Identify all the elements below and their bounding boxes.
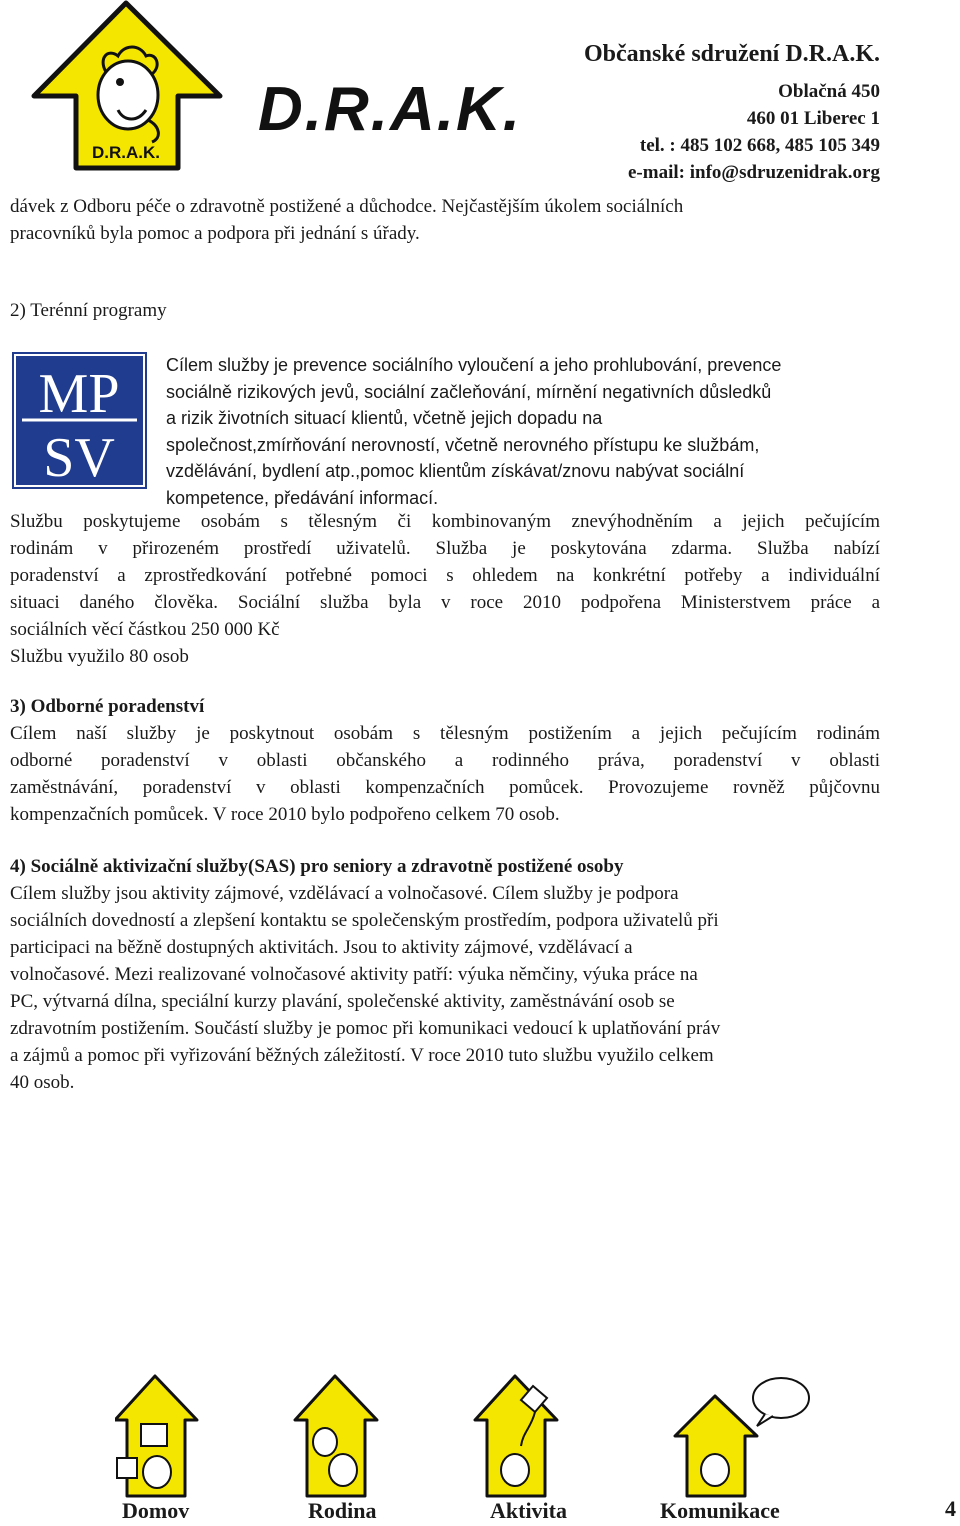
body-line: kompenzačních pomůcek. V roce 2010 bylo podpořeno celkem 70 osob. <box>10 804 560 825</box>
body-line: odborné poradenství v oblasti občanského a rodinného práva, poradenství v oblasti <box>10 750 880 771</box>
mpsv-logo <box>10 350 149 491</box>
section3-body <box>10 720 880 828</box>
section2-body <box>10 508 880 670</box>
phone: tel. : 485 102 668, 485 105 349 <box>639 135 880 156</box>
section2-goal <box>166 352 896 511</box>
section3-heading: 3) Odborné poradenství <box>10 696 205 717</box>
email: e-mail: info@sdruzenidrak.org <box>628 162 880 183</box>
footer-nav-family: Rodina <box>308 1498 377 1523</box>
body-line: 40 osob. <box>10 1072 75 1093</box>
org-name: Občanské sdružení D.R.A.K. <box>583 41 880 67</box>
page-number: 4 <box>945 1496 956 1521</box>
drak-logo <box>28 0 224 172</box>
body-line: PC, výtvarná dílna, speciální kurzy plavání, společenské aktivity, zaměstnávání osob se <box>10 991 675 1012</box>
footer-nav-communication: Komunikace <box>660 1498 780 1523</box>
body-line: situaci daného člověka. Sociální služba byla v roce 2010 podpořena Ministerstvem práce a <box>10 592 880 613</box>
goal-line: sociálně rizikových jevů, sociální začleňování, mírnění negativních důsledků <box>166 381 772 402</box>
house-icon-home <box>115 1376 197 1496</box>
intro-line: dávek z Odboru péče o zdravotně postižené a důchodce. Nejčastějším úkolem sociálních <box>10 196 684 217</box>
body-line: zaměstnávání, poradenství v oblasti kompenzačních pomůcek. Provozujeme rovněž půjčovnu <box>10 777 880 798</box>
logo-text: D.R.A.K. <box>92 143 160 162</box>
body-line: Službu využilo 80 osob <box>10 646 189 667</box>
brand-wordmark <box>258 72 528 144</box>
mpsv-bottom-letters: SV <box>43 427 115 489</box>
section4-heading: 4) Sociálně aktivizační služby(SAS) pro seniory a zdravotně postižené osoby <box>10 856 624 877</box>
goal-line: vzdělávání, bydlení atp.,pomoc klientům získávat/znovu nabývat sociální <box>166 461 745 481</box>
house-icon-activity <box>475 1376 557 1496</box>
body-line: a zájmů a pomoc při vyřizování běžných záležitostí. V roce 2010 tuto službu využilo celkem <box>10 1045 714 1066</box>
body-line: sociálních dovedností a zlepšení kontaktu se společenským prostředím, podpora uživatelů při <box>10 910 719 931</box>
address-line1: Oblačná 450 <box>778 81 880 102</box>
footer-house-illustrations <box>115 1372 815 1500</box>
mpsv-top-letters: MP <box>38 363 120 425</box>
body-line: sociálních věcí částkou 250 000 Kč <box>10 619 280 640</box>
contact-block <box>584 40 880 186</box>
body-line: poradenství a zprostředkování potřebné pomoci s ohledem na konkrétní potřeby a individuální <box>10 565 880 586</box>
body-line: participaci na běžně dostupných aktivitách. Jsou to aktivity zájmové, vzdělávací a <box>10 937 633 958</box>
body-line: Službu poskytujeme osobám s tělesným či kombinovaným znevýhodněním a jejich pečujícím <box>10 511 880 532</box>
goal-line: Cílem služby je prevence sociálního vyloučení a jeho prohlubování, prevence <box>166 355 782 375</box>
intro-line: pracovníků byla pomoc a podpora při jednání s úřady. <box>10 223 420 244</box>
body-line: Cílem služby jsou aktivity zájmové, vzdělávací a volnočasové. Cílem služby je podpora <box>10 883 679 904</box>
footer-nav-activity: Aktivita <box>490 1498 567 1523</box>
house-icon-family <box>295 1376 377 1496</box>
goal-line: kompetence, předávání informací. <box>166 487 439 508</box>
brand-text: D.R.A.K. <box>258 75 522 144</box>
section2-heading: 2) Terénní programy <box>10 300 167 321</box>
goal-line: a rizik životních situací klientů, včetně jejich dopadu na <box>166 408 603 428</box>
body-line: Cílem naší služby je poskytnout osobám s tělesným postižením a jejich pečujícím rodinám <box>10 723 880 744</box>
section4-body <box>10 880 890 1096</box>
footer-nav-home: Domov <box>122 1498 190 1523</box>
intro-paragraph <box>10 193 910 247</box>
body-line: rodinám v přirozeném prostředí uživatelů. Služba je poskytována zdarma. Služba nabízí <box>10 538 880 559</box>
body-line: volnočasové. Mezi realizované volnočasové aktivity patří: výuka němčiny, výuka práce na <box>10 964 698 985</box>
house-icon-communication <box>675 1378 809 1496</box>
body-line: zdravotním postižením. Součástí služby je pomoc při komunikaci vedoucí k uplatňování práv <box>10 1018 721 1039</box>
address-line2: 460 01 Liberec 1 <box>746 108 880 129</box>
goal-line: společnost,zmírňování nerovností, včetně nerovného přístupu ke službám, <box>166 434 760 455</box>
